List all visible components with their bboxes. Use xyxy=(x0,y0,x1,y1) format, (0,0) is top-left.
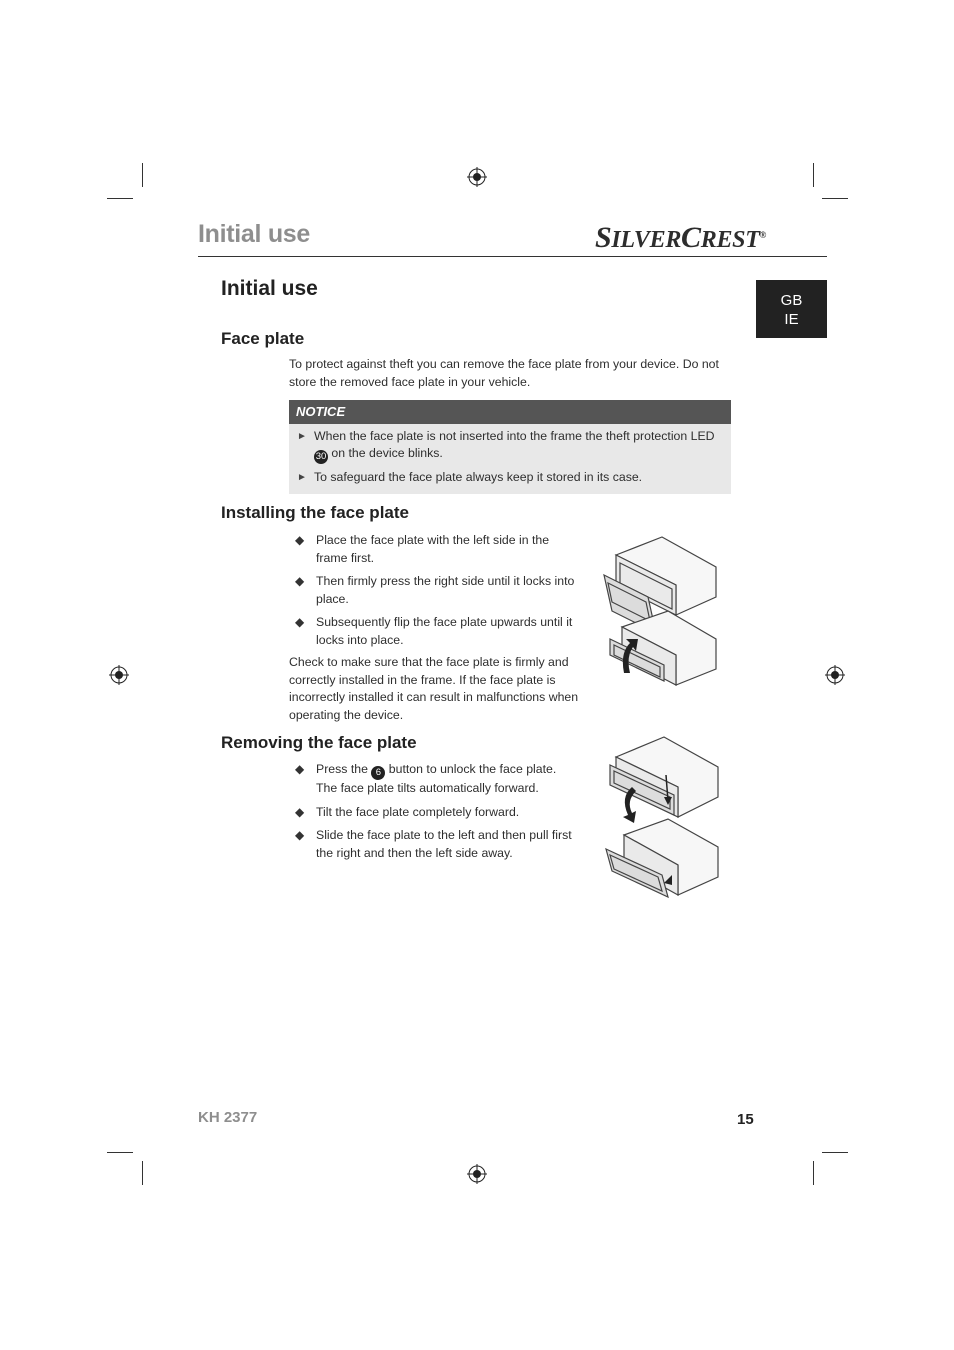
notice-label: NOTICE xyxy=(289,400,731,424)
registration-mark-icon xyxy=(109,665,129,685)
face-plate-heading: Face plate xyxy=(221,329,305,348)
diamond-bullet-icon: ◆ xyxy=(295,615,305,629)
section-title: Initial use xyxy=(221,277,318,300)
list-item: ◆ Place the face plate with the left side in the frame first. xyxy=(295,533,550,565)
list-item: ◆ Tilt the face plate completely forward. xyxy=(295,804,580,822)
language-code: IE xyxy=(784,311,799,328)
crop-mark xyxy=(813,163,814,187)
list-item: ◆ Press the 6 button to unlock the face plate. The face plate tilts automatically forward. xyxy=(295,762,557,795)
diamond-bullet-icon: ◆ xyxy=(295,533,305,547)
registration-mark-icon xyxy=(825,665,845,685)
remove-face-plate-illustration xyxy=(602,735,720,899)
crop-mark xyxy=(107,1152,133,1153)
language-tab xyxy=(756,280,827,338)
running-title: Initial use xyxy=(198,220,311,248)
crop-mark xyxy=(107,198,133,199)
notice-item: ► To safeguard the face plate always keep it stored in its case. xyxy=(297,470,643,484)
notice-box xyxy=(289,400,731,494)
removing-steps xyxy=(295,761,580,868)
crop-mark xyxy=(142,163,143,187)
registration-mark-icon xyxy=(467,167,487,187)
removing-heading: Removing the face plate xyxy=(221,733,417,752)
footer-model: KH 2377 xyxy=(198,1109,258,1126)
header-rule xyxy=(198,256,827,257)
crop-mark xyxy=(142,1161,143,1185)
crop-mark xyxy=(813,1161,814,1185)
list-item: ◆ Subsequently flip the face plate upwards until it locks into place. xyxy=(295,615,573,647)
diamond-bullet-icon: ◆ xyxy=(295,804,305,819)
diamond-bullet-icon: ◆ xyxy=(295,574,305,588)
diamond-bullet-icon: ◆ xyxy=(295,828,305,842)
arrow-right-icon: ► xyxy=(297,431,307,442)
led-number-badge: 30 xyxy=(315,451,327,462)
diamond-bullet-icon: ◆ xyxy=(295,762,305,776)
brand-logo: SILVERCREST® xyxy=(595,221,767,254)
crop-mark xyxy=(822,1152,848,1153)
crop-mark xyxy=(822,198,848,199)
list-item: ◆ Slide the face plate to the left and then pull first the right and then the left side away. xyxy=(295,828,572,860)
install-face-plate-illustration xyxy=(602,535,718,687)
face-plate-intro: To protect against theft you can remove the face plate from your device. Do not store the removed face plate in your vehicle. xyxy=(289,357,719,389)
registration-mark-icon xyxy=(467,1164,487,1184)
list-item: ◆ Then firmly press the right side until it locks into place. xyxy=(295,574,575,606)
language-code: GB xyxy=(780,292,803,309)
notice-item: ► When the face plate is not inserted into the frame the theft protection LED 30 on the device blinks. xyxy=(297,429,715,462)
button-number-badge: 6 xyxy=(371,766,385,780)
installing-steps xyxy=(295,532,580,655)
installing-heading: Installing the face plate xyxy=(221,503,409,522)
installing-check-text: Check to make sure that the face plate is firmly and correctly installed in the frame. If the face plate is incorrectly installed it can result in malfunctions when operating the device. xyxy=(289,655,579,722)
page-number: 15 xyxy=(737,1111,754,1128)
arrow-right-icon: ► xyxy=(297,472,307,483)
